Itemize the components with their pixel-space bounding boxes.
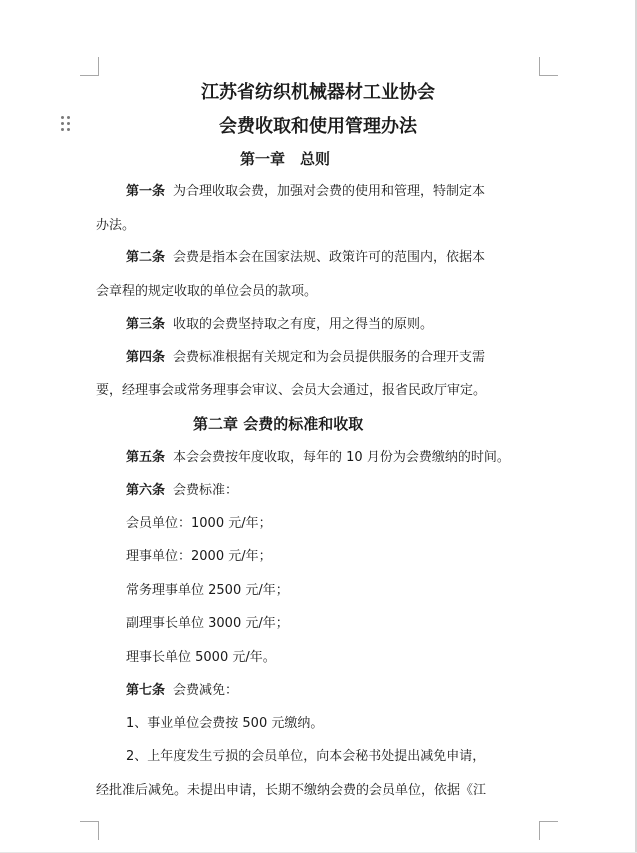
paragraph-line	[126, 348, 485, 368]
paragraph-line: 要，经理事会或常务理事会审议、会员大会通过，报省民政厅审定。	[96, 383, 487, 398]
fee-item: 理事单位：2000 元/年；	[126, 549, 272, 564]
article-number: 第一条	[126, 184, 166, 199]
article-text: 本会会费按年度收取，每年的 10 月份为会费缴纳的时间。	[173, 450, 510, 465]
chapter-heading: 第二章 会费的标准和收取	[193, 415, 364, 433]
margin-corner-top-left	[80, 57, 99, 76]
article-text: 会费减免：	[173, 683, 239, 698]
paragraph-line	[126, 248, 485, 268]
margin-corner-bottom-left	[80, 821, 99, 840]
article-text: 会费标准根据有关规定和为会员提供服务的合理开支需	[173, 350, 486, 365]
relief-item: 1、事业单位会费按 500 元缴纳。	[126, 716, 324, 731]
fee-item: 会员单位：1000 元/年；	[126, 516, 272, 531]
paragraph-line	[126, 681, 238, 701]
paragraph-line: 经批准后减免。未提出申请，长期不缴纳会费的会员单位，依据《江	[96, 783, 487, 798]
chapter-heading: 第一章 总则	[240, 150, 331, 168]
article-number: 第七条	[126, 683, 166, 698]
paragraph-line	[126, 448, 510, 468]
paragraph-line	[126, 182, 485, 202]
article-text: 收取的会费坚持取之有度，用之得当的原则。	[173, 317, 434, 332]
fee-item: 理事长单位 5000 元/年。	[126, 650, 276, 665]
document-title: 江苏省纺织机械器材工业协会	[201, 82, 435, 103]
paragraph-line	[126, 481, 238, 501]
article-text: 会费标准：	[173, 483, 239, 498]
article-text: 为合理收取会费，加强对会费的使用和管理，特制定本	[173, 184, 486, 199]
document-subtitle: 会费收取和使用管理办法	[219, 116, 417, 137]
relief-item: 2、上年度发生亏损的会员单位，向本会秘书处提出减免申请，	[126, 749, 486, 764]
margin-corner-top-right	[539, 57, 558, 76]
drag-handle-icon[interactable]	[61, 116, 71, 132]
article-number: 第六条	[126, 483, 166, 498]
paragraph-line: 办法。	[96, 218, 136, 233]
article-number: 第二条	[126, 250, 166, 265]
paragraph-line	[126, 315, 433, 335]
fee-item: 副理事长单位 3000 元/年；	[126, 616, 289, 631]
margin-corner-bottom-right	[539, 821, 558, 840]
fee-item: 常务理事单位 2500 元/年；	[126, 583, 289, 598]
article-number: 第四条	[126, 350, 166, 365]
article-text: 会费是指本会在国家法规、政策许可的范围内，依据本	[173, 250, 486, 265]
paragraph-line: 会章程的规定收取的单位会员的款项。	[96, 284, 318, 299]
article-number: 第五条	[126, 450, 166, 465]
article-number: 第三条	[126, 317, 166, 332]
